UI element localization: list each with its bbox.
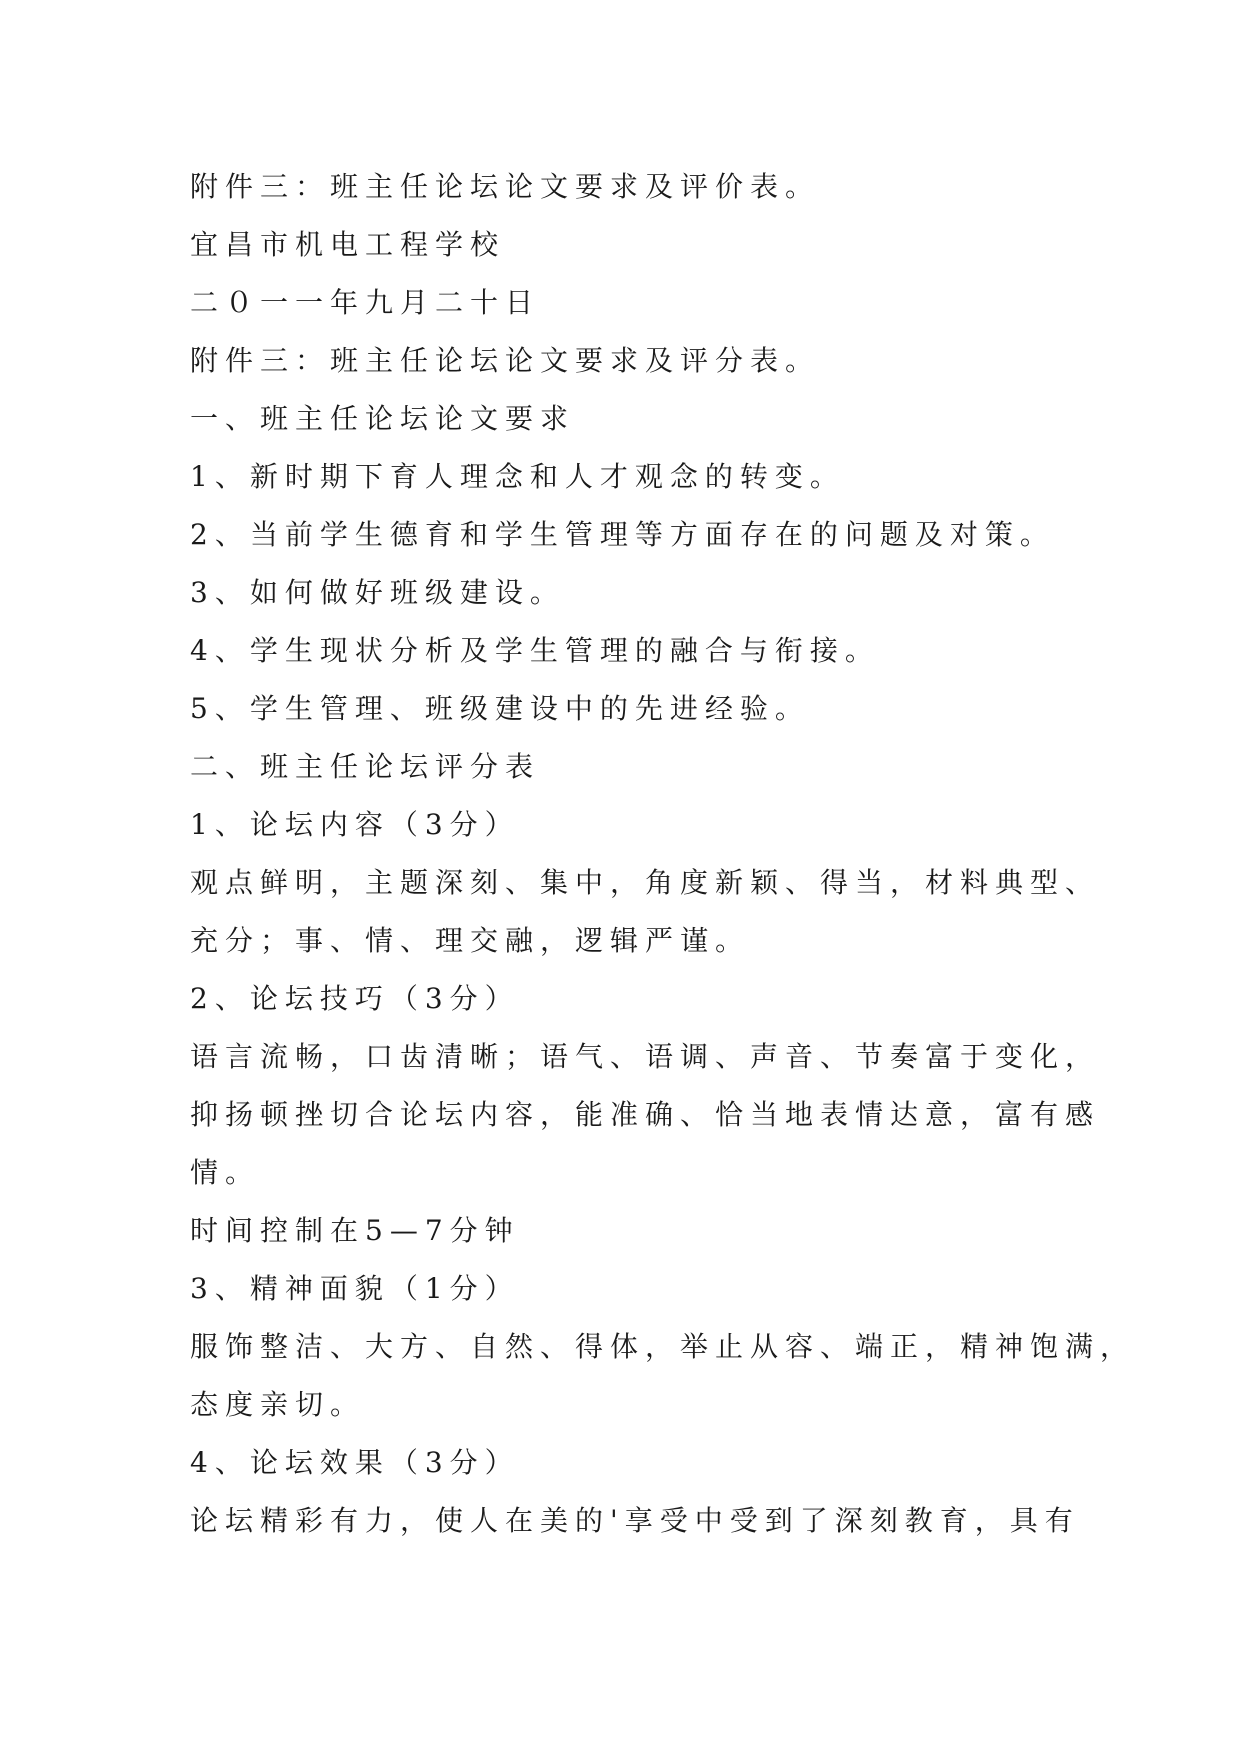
scoring-item-technique-text-end: 情。 (190, 1156, 261, 1189)
scoring-item-appearance-text-cont: 态度亲切。 (190, 1388, 366, 1421)
school-name-line: 宜昌市机电工程学校 (190, 228, 506, 261)
scoring-item-content-heading: 1、论坛内容（3分） (190, 808, 520, 841)
requirement-item-5: 5、学生管理、班级建设中的先进经验。 (190, 692, 810, 725)
scoring-item-appearance-text: 服饰整洁、大方、自然、得体，举止从容、端正，精神饱满， (190, 1330, 1136, 1363)
requirement-item-4: 4、学生现状分析及学生管理的融合与衔接。 (190, 634, 880, 667)
requirement-item-1: 1、新时期下育人理念和人才观念的转变。 (190, 460, 845, 493)
scoring-item-technique-heading: 2、论坛技巧（3分） (190, 982, 520, 1015)
attachment-title-line: 附件三：班主任论坛论文要求及评价表。 (190, 170, 821, 203)
requirement-item-2: 2、当前学生德育和学生管理等方面存在的问题及对策。 (190, 518, 1055, 551)
scoring-item-appearance-heading: 3、精神面貌（1分） (190, 1272, 520, 1305)
time-limit-line: 时间控制在5—7分钟 (190, 1214, 520, 1247)
scoring-item-effect-text: 论坛精彩有力，使人在美的'享受中受到了深刻教育，具有 (190, 1504, 1080, 1537)
scoring-item-content-text: 观点鲜明，主题深刻、集中，角度新颖、得当，材料典型、 (190, 866, 1101, 899)
section-heading-scoring-table: 二、班主任论坛评分表 (190, 750, 541, 783)
document-body (190, 158, 1136, 1550)
date-line: 二０一一年九月二十日 (190, 286, 541, 319)
scoring-item-effect-heading: 4、论坛效果（3分） (190, 1446, 520, 1479)
scoring-item-technique-text: 语言流畅，口齿清晰；语气、语调、声音、节奏富于变化， (190, 1040, 1101, 1073)
attachment-heading-line: 附件三：班主任论坛论文要求及评分表。 (190, 344, 821, 377)
scoring-item-technique-text-cont: 抑扬顿挫切合论坛内容，能准确、恰当地表情达意，富有感 (190, 1098, 1101, 1131)
section-heading-essay-requirements: 一、班主任论坛论文要求 (190, 402, 576, 435)
scoring-item-content-text-cont: 充分；事、情、理交融，逻辑严谨。 (190, 924, 751, 957)
requirement-item-3: 3、如何做好班级建设。 (190, 576, 565, 609)
